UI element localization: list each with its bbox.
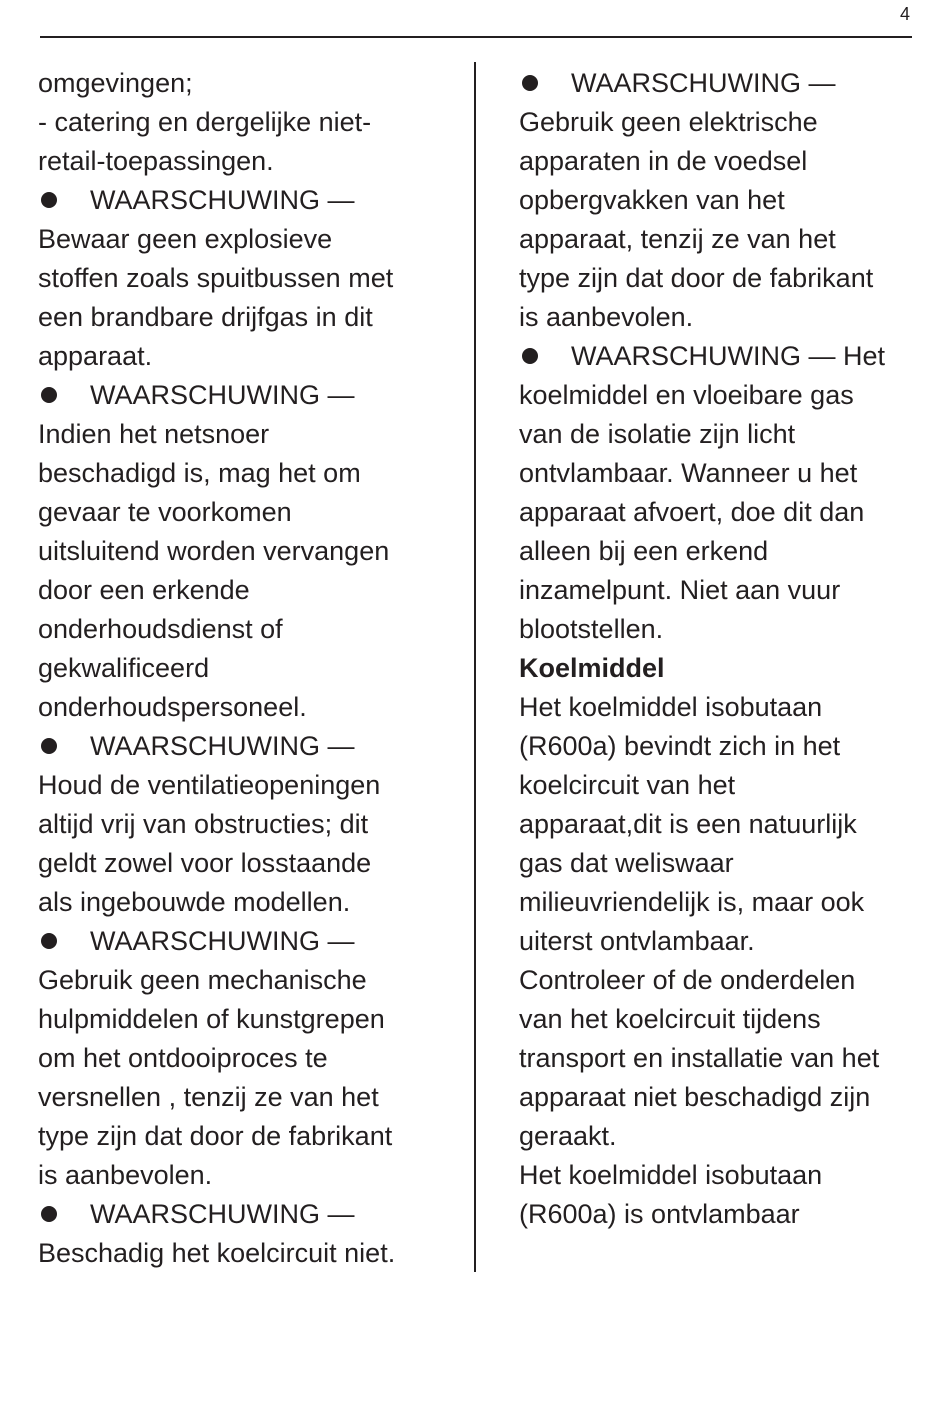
- text-line: van de isolatie zijn licht: [519, 419, 796, 449]
- text-line: opbergvakken van het: [519, 185, 785, 215]
- text-line: om het ontdooiproces te: [38, 1043, 328, 1073]
- warning-label: WAARSCHUWING —: [90, 731, 355, 761]
- text-line: Beschadig het koelcircuit niet.: [38, 1238, 396, 1268]
- bullet-icon: [41, 933, 57, 949]
- warning-label: WAARSCHUWING —: [90, 1199, 355, 1229]
- text-line: transport en installatie van het: [519, 1043, 880, 1073]
- text-line: apparaat,dit is een natuurlijk: [519, 809, 857, 839]
- header-rule: [40, 36, 912, 38]
- text-line: Controleer of de onderdelen: [519, 965, 856, 995]
- right-column: [519, 64, 937, 1234]
- warning-bullet-item: [519, 64, 937, 103]
- text-line: (R600a) is ontvlambaar: [519, 1199, 800, 1229]
- page-number: 4: [899, 4, 910, 24]
- text-line: gekwalificeerd: [38, 653, 210, 683]
- text-line: versnellen , tenzij ze van het: [38, 1082, 379, 1112]
- text-line: apparaat afvoert, doe dit dan: [519, 497, 865, 527]
- warning-bullet-item: [38, 727, 470, 766]
- bullet-icon: [41, 1206, 57, 1222]
- text-line: Het koelmiddel isobutaan: [519, 692, 823, 722]
- text-line: alleen bij een erkend: [519, 536, 769, 566]
- text-line: onderhoudspersoneel.: [38, 692, 307, 722]
- text-line: geraakt.: [519, 1121, 617, 1151]
- bullet-icon: [41, 387, 57, 403]
- text-line: Bewaar geen explosieve: [38, 224, 333, 254]
- text-line: uitsluitend worden vervangen: [38, 536, 390, 566]
- text-line: - catering en dergelijke niet-: [38, 107, 372, 137]
- text-line: apparaat, tenzij ze van het: [519, 224, 836, 254]
- text-line: koelmiddel en vloeibare gas: [519, 380, 854, 410]
- text-line: door een erkende: [38, 575, 250, 605]
- text-line: apparaten in de voedsel: [519, 146, 808, 176]
- text-line: een brandbare drijfgas in dit: [38, 302, 373, 332]
- text-line: van het koelcircuit tijdens: [519, 1004, 821, 1034]
- warning-bullet-item: [519, 337, 937, 376]
- text-line: stoffen zoals spuitbussen met: [38, 263, 394, 293]
- text-line: Indien het netsnoer: [38, 419, 270, 449]
- warning-label: WAARSCHUWING —: [90, 380, 355, 410]
- warning-bullet-item: [38, 181, 470, 220]
- warning-label: WAARSCHUWING — Het: [571, 341, 886, 371]
- left-column: [38, 64, 470, 1273]
- text-line: apparaat niet beschadigd zijn: [519, 1082, 871, 1112]
- text-line: apparaat.: [38, 341, 153, 371]
- text-line: hulpmiddelen of kunstgrepen: [38, 1004, 385, 1034]
- warning-bullet-item: [38, 922, 470, 961]
- text-line: koelcircuit van het: [519, 770, 736, 800]
- warning-bullet-item: [38, 376, 470, 415]
- warning-bullet-item: [38, 1195, 470, 1234]
- text-line: Gebruik geen mechanische: [38, 965, 367, 995]
- bullet-icon: [522, 348, 538, 364]
- text-line: beschadigd is, mag het om: [38, 458, 361, 488]
- text-line: Houd de ventilatieopeningen: [38, 770, 381, 800]
- text-line: uiterst ontvlambaar.: [519, 926, 755, 956]
- text-line: ontvlambaar. Wanneer u het: [519, 458, 858, 488]
- text-line: milieuvriendelijk is, maar ook: [519, 887, 865, 917]
- text-line: omgevingen;: [38, 68, 193, 98]
- bullet-icon: [522, 75, 538, 91]
- text-line: is aanbevolen.: [38, 1160, 213, 1190]
- text-line: inzamelpunt. Niet aan vuur: [519, 575, 841, 605]
- text-line: onderhoudsdienst of: [38, 614, 283, 644]
- bullet-icon: [41, 192, 57, 208]
- text-line: gas dat weliswaar: [519, 848, 734, 878]
- text-line: gevaar te voorkomen: [38, 497, 292, 527]
- warning-label: WAARSCHUWING —: [90, 185, 355, 215]
- text-line: type zijn dat door de fabrikant: [38, 1121, 393, 1151]
- warning-label: WAARSCHUWING —: [90, 926, 355, 956]
- text-line: altijd vrij van obstructies; dit: [38, 809, 369, 839]
- bullet-icon: [41, 738, 57, 754]
- column-divider: [474, 62, 476, 1272]
- text-line: is aanbevolen.: [519, 302, 694, 332]
- text-line: Gebruik geen elektrische: [519, 107, 818, 137]
- text-line: geldt zowel voor losstaande: [38, 848, 372, 878]
- warning-label: WAARSCHUWING —: [571, 68, 836, 98]
- text-line: (R600a) bevindt zich in het: [519, 731, 841, 761]
- text-line: type zijn dat door de fabrikant: [519, 263, 874, 293]
- text-line: retail-toepassingen.: [38, 146, 274, 176]
- text-line: Het koelmiddel isobutaan: [519, 1160, 823, 1190]
- section-heading: Koelmiddel: [519, 653, 665, 683]
- text-line: als ingebouwde modellen.: [38, 887, 351, 917]
- text-line: blootstellen.: [519, 614, 664, 644]
